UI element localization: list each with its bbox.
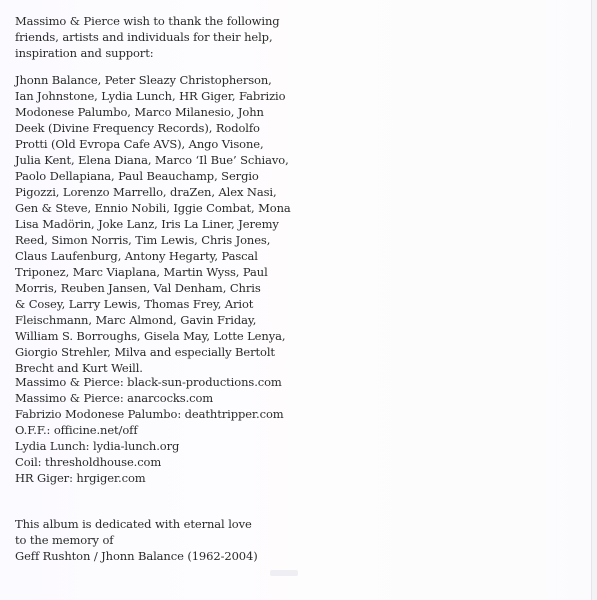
intro-line: inspiration and support:	[15, 46, 154, 60]
thanks-line: Claus Laufenburg, Antony Hegarty, Pascal	[15, 249, 258, 263]
intro-line: friends, artists and individuals for their help,	[15, 30, 273, 44]
thanks-line: Reed, Simon Norris, Tim Lewis, Chris Jones,	[15, 233, 271, 247]
page-fold-shade	[592, 0, 597, 600]
thanks-line: Ian Johnstone, Lydia Lunch, HR Giger, Fabrizio	[15, 89, 286, 103]
thanks-line: Lisa Madörin, Joke Lanz, Iris La Liner, Jeremy	[15, 217, 279, 231]
intro-line: Massimo & Pierce wish to thank the following	[15, 14, 280, 28]
thanks-line: Protti (Old Evropa Cafe AVS), Ango Visone,	[15, 137, 264, 151]
thanks-line: Julia Kent, Elena Diana, Marco ‘Il Bue’ Schiavo,	[15, 153, 289, 167]
website-link: O.F.F.: officine.net/off	[15, 423, 138, 437]
thanks-line: Morris, Reuben Jansen, Val Denham, Chris	[15, 281, 261, 295]
dedication-paragraph	[15, 516, 258, 564]
thanks-line: Brecht and Kurt Weill.	[15, 361, 143, 375]
website-link: HR Giger: hrgiger.com	[15, 471, 146, 485]
thanks-line: William S. Borroughs, Gisela May, Lotte Lenya,	[15, 329, 286, 343]
thanks-line: Pigozzi, Lorenzo Marrello, draZen, Alex Nasi,	[15, 185, 277, 199]
thanks-intro-paragraph	[15, 13, 280, 61]
thanks-line: Modonese Palumbo, Marco Milanesio, John	[15, 105, 264, 119]
dedication-line: Geff Rushton / Jhonn Balance (1962-2004)	[15, 549, 258, 563]
faint-print-mark	[270, 570, 298, 576]
website-link: Massimo & Pierce: black-sun-productions.com	[15, 375, 282, 389]
website-link: Fabrizio Modonese Palumbo: deathtripper.com	[15, 407, 284, 421]
thanks-line: Deek (Divine Frequency Records), Rodolfo	[15, 121, 260, 135]
thanks-line: Jhonn Balance, Peter Sleazy Christopherson,	[15, 73, 272, 87]
dedication-line: to the memory of	[15, 533, 114, 547]
thanks-line: Paolo Dellapiana, Paul Beauchamp, Sergio	[15, 169, 259, 183]
dedication-line: This album is dedicated with eternal love	[15, 517, 252, 531]
website-link: Massimo & Pierce: anarcocks.com	[15, 391, 214, 405]
thanks-line: Triponez, Marc Viaplana, Martin Wyss, Paul	[15, 265, 268, 279]
thanks-line: Giorgio Strehler, Milva and especially Bertolt	[15, 345, 275, 359]
website-link: Lydia Lunch: lydia-lunch.org	[15, 439, 180, 453]
website-link: Coil: thresholdhouse.com	[15, 455, 162, 469]
thanks-line: Gen & Steve, Ennio Nobili, Iggie Combat, Mona	[15, 201, 291, 215]
website-links-list	[15, 374, 284, 486]
thanks-list-paragraph	[15, 72, 291, 376]
thanks-line: Fleischmann, Marc Almond, Gavin Friday,	[15, 313, 257, 327]
thanks-line: & Cosey, Larry Lewis, Thomas Frey, Ariot	[15, 297, 254, 311]
